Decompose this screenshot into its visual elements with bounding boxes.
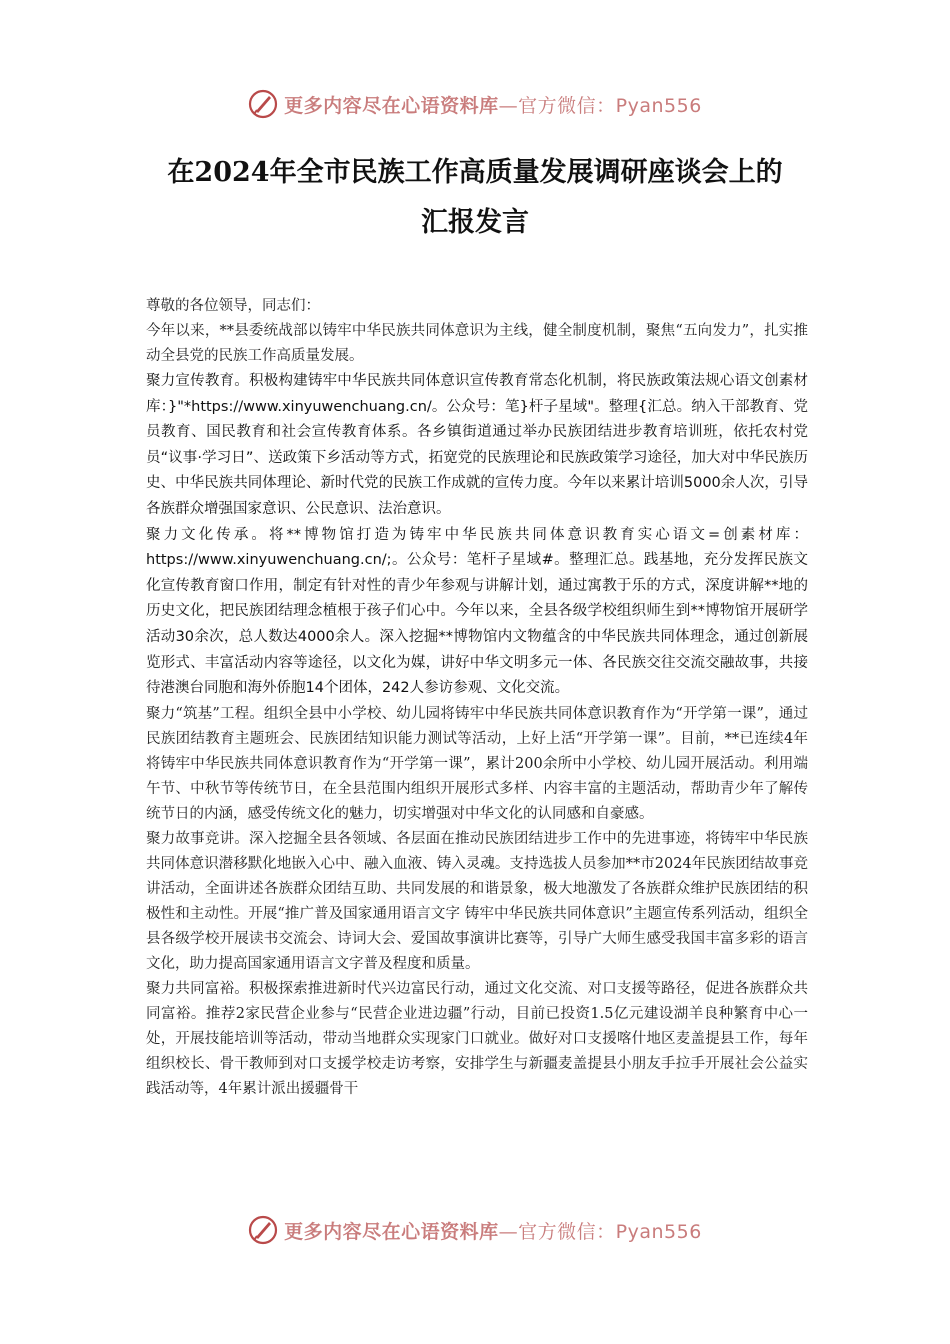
- quill-logo-icon: [248, 89, 278, 119]
- intro-paragraph: 今年以来，**县委统战部以铸牢中华民族共同体意识为主线，健全制度机制，聚焦“五向发力”，扎实推动全县党的民族工作高质量发展。: [146, 323, 808, 364]
- paragraph-common-prosperity: 聚力共同富裕。积极探索推进新时代兴边富民行动，通过文化交流、对口支援等路径，促进各族群众共同富裕。推荐2家民营企业参与“民营企业进边疆”行动，目前已投资1.5亿元建设湖羊良种繁育中心一处，开展技能培训等活动，带动当地群众实现家门口就业。做好对口支援喀什地区麦盖提县工作，每年组织校长、骨干教师到对口支援学校走访考察，安排学生与新疆麦盖提县小朋友手拉手开展社会公益实践活动等，4年累计派出援疆骨干: [146, 980, 808, 1097]
- header-banner-main: 更多内容尽在心语资料库: [284, 94, 499, 117]
- quill-logo-icon: [248, 1215, 278, 1245]
- paragraph-story-contest: 聚力故事竞讲。深入挖掘全县各领域、各层面在推动民族团结进步工作中的先进事迹，将铸牢中华民族共同体意识潜移默化地嵌入心中、融入血液、铸入灵魂。支持选拔人员参加**市2024年民族团结故事竞讲活动，全面讲述各族群众团结互助、共同发展的和谐景象，极大地激发了各族群众维护民族团结的积极性和主动性。开展“推广普及国家通用语言文字 铸牢中华民族共同体意识”主题宣传系列活动，组织全县各级学校开展读书交流会、诗词大会、爱国故事演讲比赛等，引导广大师生感受我国丰富多彩的语言文化，助力提高国家通用语言文字普及程度和质量。: [146, 830, 808, 972]
- paragraph-publicity-education: 聚力宣传教育。积极构建铸牢中华民族共同体意识宣传教育常态化机制，将民族政策法规心语文创素材库：}"*https://www.xinyuwenchuang.cn/。公众号：笔}杆子星域"。整理{汇总。纳入干部教育、党员教育、国民教育和社会宣传教育体系。各乡镇街道通过举办民族团结进步教育培训班，依托农村党员“议事·学习日”、送政策下乡活动等方式，拓宽党的民族理论和民族政策学习途径，加大对中华民族历史、中华民族共同体理论、新时代党的民族工作成就的宣传力度。今年以来累计培训5000余人次，引导各族群众增强国家意识、公民意识、法治意识。: [146, 373, 808, 517]
- header-banner: [0, 84, 950, 124]
- header-banner-text: [284, 91, 702, 118]
- footer-banner-wechat: 官方微信：Pyan556: [518, 1220, 702, 1243]
- document-title: [120, 148, 830, 248]
- footer-banner-dash: —: [498, 1220, 519, 1243]
- paragraph-foundation-project: 聚力“筑基”工程。组织全县中小学校、幼儿园将铸牢中华民族共同体意识教育作为“开学第一课”，通过民族团结教育主题班会、民族团结知识能力测试等活动，上好上活“开学第一课”。目前，**已连续4年将铸牢中华民族共同体意识教育作为“开学第一课”，累计200余所中小学校、幼儿园开展活动。利用端午节、中秋节等传统节日，在全县范围内组织开展形式多样、内容丰富的主题活动，帮助青少年了解传统节日的内涵，感受传统文化的魅力，切实增强对中华文化的认同感和自豪感。: [146, 705, 808, 822]
- title-line-1: 在2024年全市民族工作高质量发展调研座谈会上的: [167, 157, 783, 188]
- header-banner-wechat: 官方微信：Pyan556: [518, 94, 702, 117]
- header-banner-dash: —: [498, 94, 519, 117]
- footer-banner-main: 更多内容尽在心语资料库: [284, 1220, 499, 1243]
- document-body: [146, 294, 808, 1102]
- footer-banner: [0, 1210, 950, 1250]
- salutation: 尊敬的各位领导，同志们：: [146, 298, 320, 314]
- paragraph-cultural-heritage: 聚力文化传承。将**博物馆打造为铸牢中华民族共同体意识教育实心语文=创素材库：https://www.xinyuwenchuang.cn/;。公众号：笔杆子星域#。整理汇总。践基地，充分发挥民族文化宣传教育窗口作用，制定有针对性的青少年参观与讲解计划，通过寓教于乐的方式，深度讲解**地的历史文化，把民族团结理念植根于孩子们心中。今年以来，全县各级学校组织师生到**博物馆开展研学活动30余次，总人数达4000余人。深入挖掘**博物馆内文物蕴含的中华民族共同体理念，通过创新展览形式、丰富活动内容等途径，以文化为媒，讲好中华文明多元一体、各民族交往交流交融故事，共接待港澳台同胞和海外侨胞14个团体，242人参访参观、文化交流。: [146, 526, 808, 697]
- title-line-2: 汇报发言: [421, 207, 529, 238]
- footer-banner-text: [284, 1217, 702, 1244]
